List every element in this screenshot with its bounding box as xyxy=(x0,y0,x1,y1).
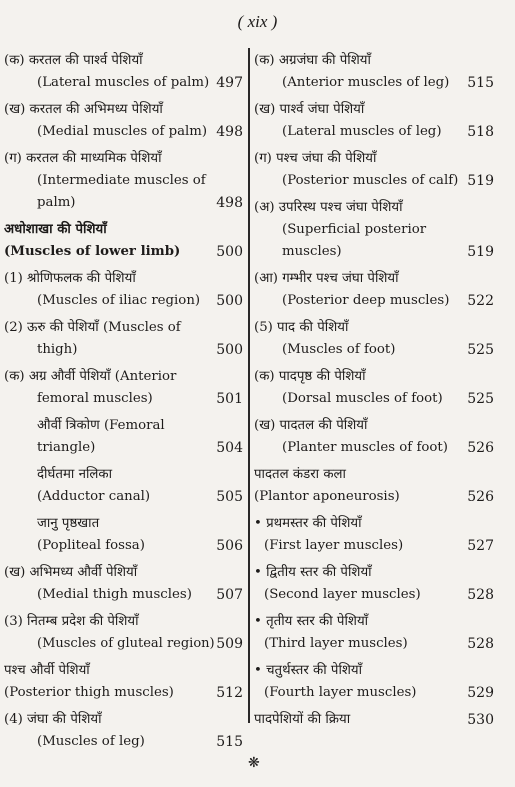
toc-entry xyxy=(254,148,494,192)
toc-entry xyxy=(4,148,246,214)
entry-title: (आ) गम्भीर पश्च जंघा पेशियाँ xyxy=(254,271,399,286)
entry-subtitle: (Lateral muscles of palm) xyxy=(37,75,210,90)
toc-entry xyxy=(4,50,246,94)
entry-subtitle: (Muscles of gluteal region) xyxy=(37,636,215,651)
entry-title: (ख) अभिमध्य और्वी पेशियाँ xyxy=(4,565,138,580)
toc-entry xyxy=(254,611,494,655)
entry-title: (ग) करतल की माध्यमिक पेशियाँ xyxy=(4,151,162,166)
page-number: 512 xyxy=(216,685,243,701)
entry-title: (क) अग्र और्वी पेशियाँ (Anterior xyxy=(4,369,177,384)
page-number: 515 xyxy=(216,734,243,750)
entry-subtitle: muscles) xyxy=(282,244,342,259)
toc-entry xyxy=(254,562,494,606)
section-subtitle: (Muscles of lower limb) xyxy=(4,244,181,259)
entry-title: (3) नितम्ब प्रदेश की पेशियाँ xyxy=(4,614,139,629)
entry-title: और्वी त्रिकोण (Femoral xyxy=(37,418,165,433)
entry-subtitle: (Planter muscles of foot) xyxy=(282,440,448,455)
page-number: 500 xyxy=(216,293,243,309)
entry-title: जानु पृष्ठखात xyxy=(37,516,100,531)
toc-entry xyxy=(4,464,246,508)
page-number: 525 xyxy=(467,342,494,358)
page-number: 504 xyxy=(216,440,243,456)
toc-entry xyxy=(254,99,494,143)
toc-entry xyxy=(254,660,494,704)
toc-entry xyxy=(254,709,494,731)
ornament-icon: ❋ xyxy=(248,755,260,771)
entry-title: • तृतीय स्तर की पेशियाँ xyxy=(254,614,369,629)
entry-subtitle: (Third layer muscles) xyxy=(264,636,408,651)
entry-title: दीर्घतमा नलिका xyxy=(37,467,113,482)
left-column xyxy=(4,50,246,753)
toc-entry xyxy=(4,268,246,312)
right-column xyxy=(254,50,494,731)
page-number: 528 xyxy=(467,636,494,652)
entry-title: (ख) पादतल की पेशियाँ xyxy=(254,418,368,433)
page-number: 526 xyxy=(467,489,494,505)
page-number: 518 xyxy=(467,124,494,140)
entry-title: • द्वितीय स्तर की पेशियाँ xyxy=(254,565,372,580)
entry-title: पादपेशियों की क्रिया xyxy=(254,712,351,727)
toc-entry xyxy=(4,513,246,557)
page-number: 498 xyxy=(216,124,243,140)
entry-title: पादतल कंडरा कला xyxy=(254,467,346,482)
page-number: 519 xyxy=(467,244,494,260)
entry-title: • प्रथमस्तर की पेशियाँ xyxy=(254,516,362,531)
page-number: 501 xyxy=(216,391,243,407)
entry-subtitle: (Posterior thigh muscles) xyxy=(4,685,174,700)
page-number: 507 xyxy=(216,587,243,603)
toc-entry xyxy=(4,415,246,459)
entry-subtitle: triangle) xyxy=(37,440,96,455)
toc-entry xyxy=(254,513,494,557)
entry-subtitle: palm) xyxy=(37,195,76,210)
section-title: अधोशाखा की पेशियाँ xyxy=(4,222,107,237)
entry-subtitle: (Second layer muscles) xyxy=(264,587,421,602)
entry-subtitle: (Dorsal muscles of foot) xyxy=(282,391,443,406)
toc-entry xyxy=(254,197,494,263)
page-number: 528 xyxy=(467,587,494,603)
entry-title: • चतुर्थस्तर की पेशियाँ xyxy=(254,663,363,678)
toc-entry xyxy=(254,464,494,508)
page-number: 527 xyxy=(467,538,494,554)
entry-subtitle: (Muscles of foot) xyxy=(282,342,396,357)
page-number: 509 xyxy=(216,636,243,652)
entry-subtitle: (Superficial posterior xyxy=(282,222,427,237)
page-number: 530 xyxy=(467,712,494,728)
entry-subtitle: thigh) xyxy=(37,342,78,357)
toc-entry xyxy=(254,317,494,361)
toc-entry xyxy=(254,366,494,410)
entry-title: (ग) पश्च जंघा की पेशियाँ xyxy=(254,151,377,166)
toc-entry xyxy=(4,366,246,410)
entry-subtitle: (First layer muscles) xyxy=(264,538,404,553)
entry-subtitle: femoral muscles) xyxy=(37,391,153,406)
entry-subtitle: (Muscles of leg) xyxy=(37,734,145,749)
page-number: 500 xyxy=(216,244,243,260)
page-number: 529 xyxy=(467,685,494,701)
page-number: 515 xyxy=(467,75,494,91)
toc-entry xyxy=(254,50,494,94)
entry-title: (अ) उपरिस्थ पश्च जंघा पेशियाँ xyxy=(254,200,403,215)
entry-title: (2) ऊरु की पेशियाँ (Muscles of xyxy=(4,320,181,335)
page-header: ( xix ) xyxy=(237,12,278,31)
entry-subtitle: (Plantor aponeurosis) xyxy=(254,489,400,504)
entry-subtitle: (Medial muscles of palm) xyxy=(37,124,208,139)
toc-entry xyxy=(4,99,246,143)
entry-title: (क) पादपृष्ठ की पेशियाँ xyxy=(254,369,366,384)
entry-subtitle: (Medial thigh muscles) xyxy=(37,587,192,602)
entry-subtitle: (Posterior deep muscles) xyxy=(282,293,450,308)
entry-title: (1) श्रोणिफलक की पेशियाँ xyxy=(4,271,136,286)
toc-section xyxy=(4,219,246,263)
toc-entry xyxy=(4,611,246,655)
column-divider xyxy=(248,48,250,723)
toc-entry xyxy=(254,415,494,459)
toc-entry xyxy=(4,562,246,606)
toc-entry xyxy=(4,660,246,704)
page-number: 525 xyxy=(467,391,494,407)
entry-subtitle: (Intermediate muscles of xyxy=(37,173,206,188)
entry-subtitle: (Popliteal fossa) xyxy=(37,538,145,553)
entry-subtitle: (Adductor canal) xyxy=(37,489,151,504)
entry-title: पश्च और्वी पेशियाँ xyxy=(4,663,90,678)
entry-subtitle: (Posterior muscles of calf) xyxy=(282,173,459,188)
entry-title: (ख) पार्श्व जंघा पेशियाँ xyxy=(254,102,365,117)
toc-entry xyxy=(4,709,246,753)
entry-subtitle: (Muscles of iliac region) xyxy=(37,293,201,308)
entry-subtitle: (Fourth layer muscles) xyxy=(264,685,417,700)
entry-subtitle: (Anterior muscles of leg) xyxy=(282,75,450,90)
entry-title: (4) जंघा की पेशियाँ xyxy=(4,712,102,727)
entry-title: (क) करतल की पार्श्व पेशियाँ xyxy=(4,53,143,68)
page-number: 500 xyxy=(216,342,243,358)
entry-title: (ख) करतल की अभिमध्य पेशियाँ xyxy=(4,102,163,117)
page-number: 497 xyxy=(216,75,243,91)
page-number: 519 xyxy=(467,173,494,189)
entry-subtitle: (Lateral muscles of leg) xyxy=(282,124,442,139)
page-number: 506 xyxy=(216,538,243,554)
entry-title: (क) अग्रजंघा की पेशियाँ xyxy=(254,53,371,68)
toc-entry xyxy=(254,268,494,312)
page-number: 526 xyxy=(467,440,494,456)
entry-title: (5) पाद की पेशियाँ xyxy=(254,320,349,335)
toc-entry xyxy=(4,317,246,361)
page-number: 505 xyxy=(216,489,243,505)
page-number: 522 xyxy=(467,293,494,309)
page-number: 498 xyxy=(216,195,243,211)
